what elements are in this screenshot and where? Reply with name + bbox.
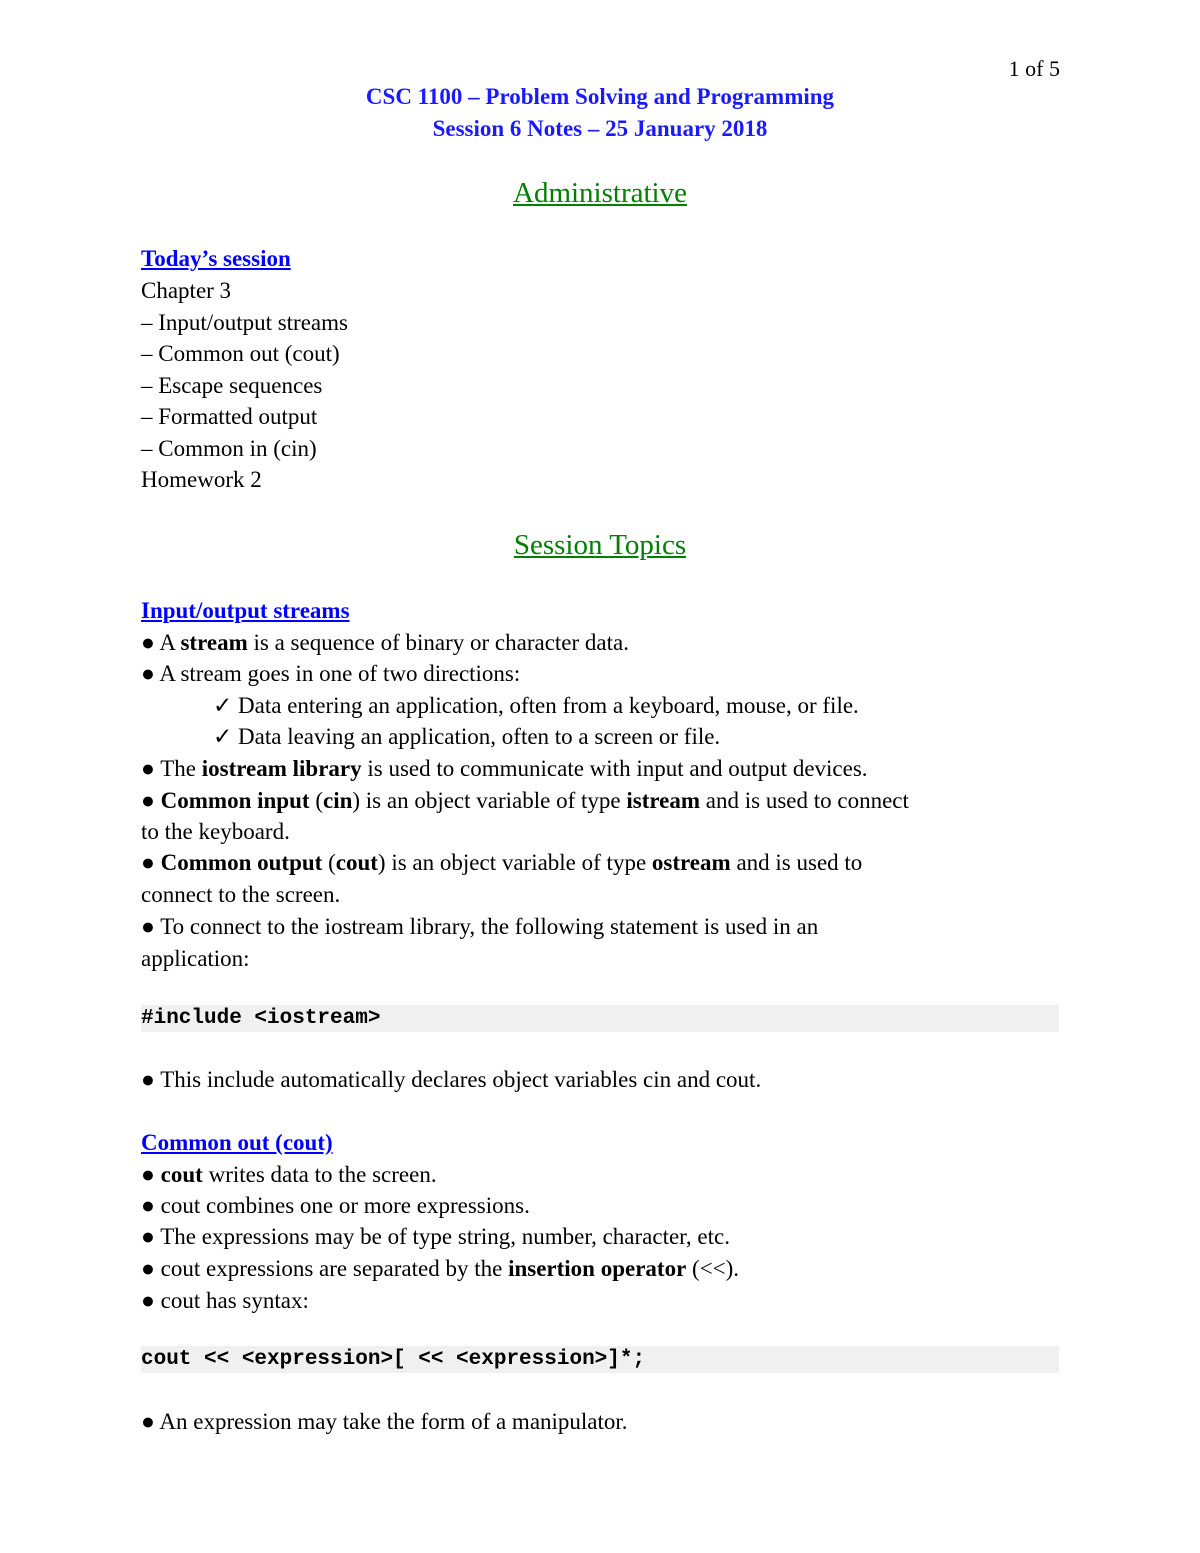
bullet-cout-writes: ● cout writes data to the screen. [141, 1162, 437, 1187]
bullet-expression-types: ● The expressions may be of type string, number, character, etc. [141, 1224, 730, 1249]
common-out-heading: Common out (cout) [141, 1130, 333, 1155]
bullet-stream-definition: ● A stream is a sequence of binary or character data. [141, 630, 629, 655]
bullet-common-output: ● Common output (cout) is an object variable of type ostream and is used to [141, 850, 863, 875]
agenda-item: – Formatted output [141, 404, 318, 429]
io-streams-heading: Input/output streams [141, 598, 350, 623]
bullet-common-input-continued: to the keyboard. [141, 819, 290, 844]
agenda-item: – Common out (cout) [141, 341, 340, 366]
check-item-leaving: ✓ Data leaving an application, often to a screen or file. [213, 724, 721, 749]
course-title: CSC 1100 – Problem Solving and Programming [365, 84, 835, 109]
bullet-connect-iostream-continued: application: [141, 946, 250, 971]
session-title: Session 6 Notes – 25 January 2018 [432, 116, 768, 141]
bullet-connect-iostream: ● To connect to the iostream library, the following statement is used in an [141, 914, 819, 939]
bullet-common-output-continued: connect to the screen. [141, 882, 341, 907]
agenda-item: – Escape sequences [141, 373, 323, 398]
bullet-common-input: ● Common input (cin) is an object variable of type istream and is used to connect [141, 788, 909, 813]
bullet-stream-directions: ● A stream goes in one of two directions: [141, 661, 521, 686]
todays-session-heading: Today’s session [141, 246, 291, 271]
agenda-item: Chapter 3 [141, 278, 232, 303]
agenda-item: – Common in (cin) [141, 436, 317, 461]
bullet-cout-combines: ● cout combines one or more expressions. [141, 1193, 530, 1218]
code-cout-syntax: cout << <expression>[ << <expression>]*; [141, 1346, 1059, 1373]
session-topics-heading: Session Topics [513, 529, 687, 561]
bullet-insertion-operator: ● cout expressions are separated by the insertion operator (<<). [141, 1256, 740, 1281]
bullet-manipulator: ● An expression may take the form of a manipulator. [141, 1409, 628, 1434]
bullet-iostream-library: ● The iostream library is used to communicate with input and output devices. [141, 756, 868, 781]
code-include-iostream: #include <iostream> [141, 1005, 1059, 1032]
administrative-heading: Administrative [513, 177, 687, 209]
bullet-include-declares: ● This include automatically declares object variables cin and cout. [141, 1067, 762, 1092]
agenda-item: Homework 2 [141, 467, 262, 492]
check-item-entering: ✓ Data entering an application, often from a keyboard, mouse, or file. [213, 693, 859, 718]
agenda-item: – Input/output streams [141, 310, 348, 335]
page-number: 1 of 5 [1008, 56, 1060, 81]
bullet-cout-syntax: ● cout has syntax: [141, 1288, 309, 1313]
